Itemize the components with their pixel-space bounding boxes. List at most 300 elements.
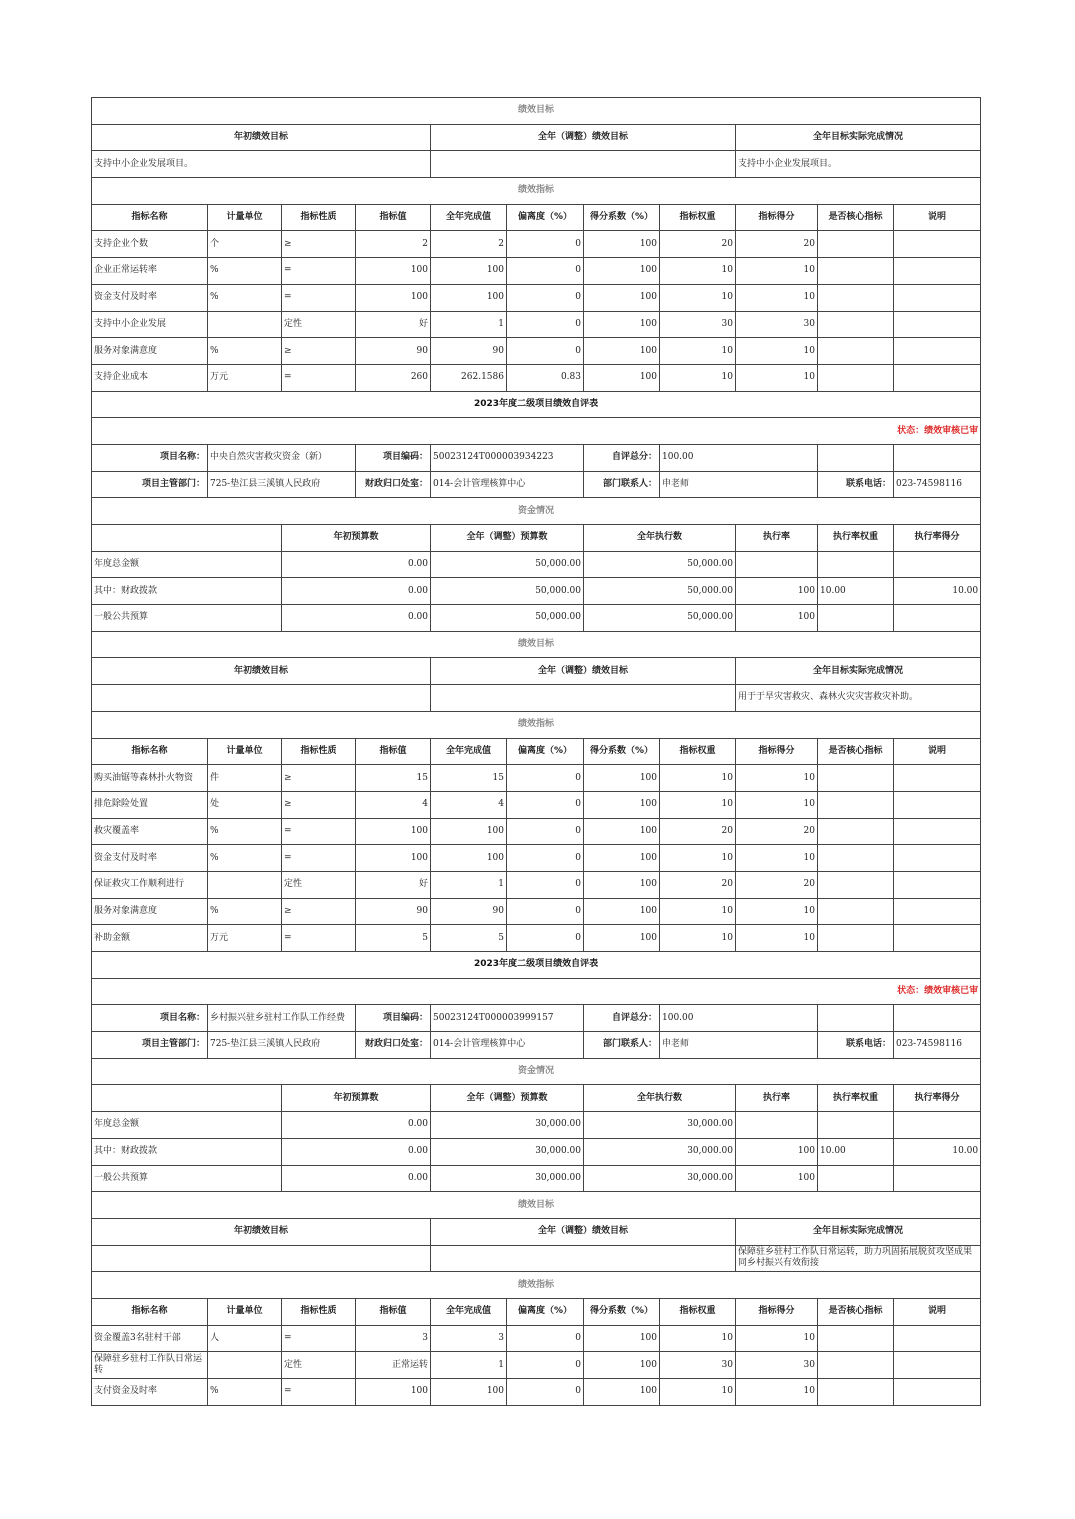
funds-header-row [92,525,981,552]
indicator-row [92,845,981,872]
indicator-cell: 0 [507,818,584,845]
fund-value [894,605,981,632]
column-header: 计量单位 [208,738,282,765]
indicator-cell: 1 [431,311,507,338]
project-name: 乡村振兴驻乡驻村工作队工作经费 [208,1005,356,1032]
phone: 023-74598116 [894,1032,981,1059]
indicator-cell [818,818,894,845]
column-header: 是否核心指标 [818,204,894,231]
indicator-cell [818,898,894,925]
indicator-cell: 1 [431,1352,507,1379]
fund-value: 0.00 [282,605,431,632]
column-header: 指标得分 [736,1298,818,1325]
indicator-cell: 100 [584,258,660,285]
indicator-row [92,1379,981,1406]
indicator-cell [818,284,894,311]
indicator-cell: 万元 [208,364,282,391]
indicator-cell: 15 [356,765,431,792]
column-header: 指标性质 [282,1298,356,1325]
fund-value: 50,000.00 [584,551,736,578]
column-header: 偏离度（%） [507,738,584,765]
goal-header: 年初绩效目标 [92,1218,431,1245]
column-header: 是否核心指标 [818,738,894,765]
indicator-row [92,258,981,285]
indicator-cell: 0 [507,231,584,258]
indicator-cell: 100 [584,1379,660,1406]
indicator-cell: 3 [431,1325,507,1352]
indicator-cell: 10 [660,258,736,285]
indicator-cell: 30 [736,311,818,338]
indicator-cell: 10 [660,1379,736,1406]
project-info-row [92,444,981,471]
indicator-cell: 保证救灾工作顺利进行 [92,871,208,898]
indicator-cell: % [208,898,282,925]
column-header: 全年完成值 [431,1298,507,1325]
indicator-cell [818,845,894,872]
indicator-cell: 资金支付及时率 [92,284,208,311]
indicator-row [92,364,981,391]
indicator-cell: = [282,1325,356,1352]
empty-cell [894,1005,981,1032]
fund-value: 0.00 [282,1138,431,1165]
indicator-cell [818,1325,894,1352]
indicator-cell: 30 [660,311,736,338]
empty-cell [92,525,282,552]
project-code-label: 项目编码： [356,444,431,471]
goals-section-title [92,98,981,125]
indicator-cell [818,231,894,258]
indicator-cell: 定性 [282,1352,356,1379]
fund-header: 执行率得分 [894,525,981,552]
column-header: 得分系数（%） [584,1298,660,1325]
indicator-cell: 救灾覆盖率 [92,818,208,845]
fund-value [736,1112,818,1139]
indicator-row [92,311,981,338]
indicator-cell: 10 [736,765,818,792]
indicator-cell: 0 [507,1325,584,1352]
indicator-cell: 0 [507,791,584,818]
indicator-cell: 10 [660,1325,736,1352]
indicator-cell [894,845,981,872]
column-header: 说明 [894,1298,981,1325]
contact: 申老师 [660,471,818,498]
indicator-cell [894,338,981,365]
goal-actual: 用于于旱灾害救灾、森林火灾灾害救灾补助。 [736,685,981,712]
column-header: 全年完成值 [431,204,507,231]
score-label: 自评总分： [584,1005,660,1032]
fund-header: 执行率 [736,525,818,552]
indicator-cell: 100 [584,284,660,311]
indicator-cell: 服务对象满意度 [92,338,208,365]
section-title: 绩效目标 [92,1192,981,1219]
fund-value: 30,000.00 [431,1138,584,1165]
indicator-cell: 0 [507,845,584,872]
column-header: 全年完成值 [431,738,507,765]
department: 725-垫江县三溪镇人民政府 [208,1032,356,1059]
indicator-row [92,338,981,365]
fund-label: 一般公共预算 [92,605,282,632]
fund-value: 0.00 [282,1112,431,1139]
status-text: 状态：绩效审核已审 [92,418,981,445]
indicator-cell: 人 [208,1325,282,1352]
indicator-cell: % [208,845,282,872]
indicator-cell: 20 [660,871,736,898]
indicator-cell: 10 [736,1379,818,1406]
indicator-cell: 补助金额 [92,925,208,952]
column-header: 指标性质 [282,738,356,765]
indicator-cell: 支持企业个数 [92,231,208,258]
fund-value: 10.00 [894,1138,981,1165]
funds-section-title [92,1058,981,1085]
indicator-cell: 0 [507,1352,584,1379]
indicator-cell: = [282,925,356,952]
fund-value [818,605,894,632]
indicator-cell: 0 [507,871,584,898]
indicator-cell: 20 [736,818,818,845]
project-name-label: 项目名称： [92,1005,208,1032]
indicator-row [92,1352,981,1379]
column-header: 指标值 [356,1298,431,1325]
fund-row [92,1165,981,1192]
fund-row [92,578,981,605]
fund-header: 全年执行数 [584,1085,736,1112]
contact: 申老师 [660,1032,818,1059]
indicator-cell: ≥ [282,338,356,365]
indicator-cell: 100 [356,1379,431,1406]
fund-label: 年度总金额 [92,551,282,578]
indicator-row [92,818,981,845]
department: 725-垫江县三溪镇人民政府 [208,471,356,498]
column-header: 指标性质 [282,204,356,231]
score-value: 100.00 [660,1005,818,1032]
indicator-cell: 100 [431,258,507,285]
goal-adjusted [431,151,736,178]
column-header: 指标名称 [92,204,208,231]
funds-header-row [92,1085,981,1112]
fund-value: 0.00 [282,1165,431,1192]
indicator-cell [818,925,894,952]
column-header: 计量单位 [208,1298,282,1325]
indicator-cell: 90 [356,338,431,365]
fund-value [894,551,981,578]
fund-row [92,1138,981,1165]
indicator-cell: = [282,1379,356,1406]
indicator-cell [894,791,981,818]
indicator-cell: 100 [584,231,660,258]
fund-header: 全年（调整）预算数 [431,525,584,552]
indicator-cell [818,1352,894,1379]
indicator-cell: 10 [736,898,818,925]
fund-header: 执行率 [736,1085,818,1112]
goal-header: 全年（调整）绩效目标 [431,658,736,685]
fund-value: 30,000.00 [584,1165,736,1192]
fund-value [818,1112,894,1139]
indicator-cell [894,1352,981,1379]
goals-header-row [92,658,981,685]
column-header: 偏离度（%） [507,204,584,231]
indicator-cell: 100 [584,925,660,952]
indicator-cell: 0 [507,338,584,365]
indicator-cell: 20 [736,231,818,258]
indicator-cell [818,364,894,391]
column-header: 指标得分 [736,204,818,231]
form-title: 2023年度二级项目绩效自评表 [92,391,981,418]
goal-initial [92,1245,431,1272]
indicator-cell: % [208,284,282,311]
fund-label: 其中：财政拨款 [92,1138,282,1165]
department-info-row [92,471,981,498]
indicator-cell: 100 [584,1352,660,1379]
fund-value: 50,000.00 [431,578,584,605]
indicator-cell: 30 [660,1352,736,1379]
fund-value: 50,000.00 [584,605,736,632]
fund-value: 30,000.00 [584,1112,736,1139]
goals-header-row [92,1218,981,1245]
indicator-cell: 定性 [282,311,356,338]
empty-cell [818,444,894,471]
goal-adjusted [431,1245,736,1272]
indicator-cell: 好 [356,311,431,338]
indicator-cell: 3 [356,1325,431,1352]
fund-header: 执行率权重 [818,1085,894,1112]
indicator-cell: 5 [356,925,431,952]
indicator-cell: 10 [660,338,736,365]
fund-value [894,1112,981,1139]
goal-header: 全年（调整）绩效目标 [431,1218,736,1245]
indicator-cell: 10 [660,765,736,792]
fund-value: 10.00 [894,578,981,605]
indicator-cell [894,311,981,338]
project-code: 50023124T000003934223 [431,444,584,471]
indicator-cell [894,1325,981,1352]
indicator-row [92,925,981,952]
fund-value: 100 [736,1138,818,1165]
status-row [92,978,981,1005]
fund-row [92,605,981,632]
empty-cell [894,444,981,471]
indicator-cell [894,231,981,258]
indicator-cell: 100 [584,791,660,818]
fund-value: 0.00 [282,551,431,578]
fund-value: 30,000.00 [431,1112,584,1139]
office-label: 财政归口处室： [356,1032,431,1059]
section-title: 绩效目标 [92,631,981,658]
fund-row [92,551,981,578]
goal-initial [92,685,431,712]
indicator-cell: 100 [356,284,431,311]
indicator-cell: 排危除险处置 [92,791,208,818]
indicator-cell: 100 [431,845,507,872]
indicator-cell: 10 [736,1325,818,1352]
score-label: 自评总分： [584,444,660,471]
section-title: 绩效目标 [92,98,981,125]
project-code-label: 项目编码： [356,1005,431,1032]
project-name-label: 项目名称： [92,444,208,471]
column-header: 指标得分 [736,738,818,765]
indicator-cell: 10 [660,898,736,925]
indicators-section-title [92,711,981,738]
indicator-cell: 100 [356,818,431,845]
indicator-cell: 2 [431,231,507,258]
column-header: 说明 [894,204,981,231]
phone-label: 联系电话： [818,1032,894,1059]
indicator-cell: 0.83 [507,364,584,391]
fund-value [736,551,818,578]
office: 014-会计管理核算中心 [431,1032,584,1059]
indicator-cell [818,1379,894,1406]
indicator-cell: 262.1586 [431,364,507,391]
fund-value [818,551,894,578]
goal-actual: 保障驻乡驻村工作队日常运转，助力巩固拓展脱贫攻坚成果同乡村振兴有效衔接 [736,1245,981,1272]
indicator-cell [894,925,981,952]
indicator-cell: 0 [507,898,584,925]
indicator-cell: 100 [431,818,507,845]
project-name: 中央自然灾害救灾资金（新） [208,444,356,471]
indicator-cell: 0 [507,258,584,285]
indicator-cell: 30 [736,1352,818,1379]
indicator-cell: 5 [431,925,507,952]
indicator-cell [894,818,981,845]
column-header: 得分系数（%） [584,738,660,765]
phone: 023-74598116 [894,471,981,498]
fund-label: 一般公共预算 [92,1165,282,1192]
indicator-cell: = [282,845,356,872]
indicator-cell: 支付资金及时率 [92,1379,208,1406]
indicator-cell: 20 [736,871,818,898]
indicator-cell: 定性 [282,871,356,898]
indicator-cell: 100 [584,871,660,898]
fund-value: 50,000.00 [431,605,584,632]
fund-value [818,1165,894,1192]
indicator-cell [818,791,894,818]
goals-section-title [92,1192,981,1219]
indicator-cell: 购买油锯等森林扑火物资 [92,765,208,792]
indicator-cell: 10 [660,925,736,952]
column-header: 偏离度（%） [507,1298,584,1325]
indicator-cell: 10 [736,925,818,952]
indicator-cell: 支持中小企业发展 [92,311,208,338]
column-header: 指标权重 [660,204,736,231]
goals-content-row [92,1245,981,1272]
status-text: 状态：绩效审核已审 [92,978,981,1005]
column-header: 计量单位 [208,204,282,231]
fund-header: 执行率得分 [894,1085,981,1112]
section-title: 资金情况 [92,498,981,525]
indicator-row [92,1325,981,1352]
indicator-cell: 处 [208,791,282,818]
fund-value: 100 [736,578,818,605]
goal-header: 全年目标实际完成情况 [736,658,981,685]
funds-section-title [92,498,981,525]
section-title: 绩效指标 [92,178,981,205]
goal-header: 全年目标实际完成情况 [736,124,981,151]
indicator-cell [894,871,981,898]
column-header: 指标名称 [92,738,208,765]
indicator-row [92,871,981,898]
goals-content-row [92,151,981,178]
column-header: 指标权重 [660,1298,736,1325]
indicator-cell: 企业正常运转率 [92,258,208,285]
indicator-cell: 万元 [208,925,282,952]
indicator-cell: 10 [736,258,818,285]
indicator-cell [818,765,894,792]
fund-header: 执行率权重 [818,525,894,552]
goal-header: 年初绩效目标 [92,124,431,151]
project-info-row [92,1005,981,1032]
column-header: 指标值 [356,738,431,765]
indicator-cell: 件 [208,765,282,792]
fund-value: 10.00 [818,1138,894,1165]
indicator-row [92,765,981,792]
fund-value: 100 [736,1165,818,1192]
fund-value: 10.00 [818,578,894,605]
indicator-cell: 好 [356,871,431,898]
indicator-cell: 0 [507,765,584,792]
indicator-cell: 10 [736,845,818,872]
section-title: 绩效指标 [92,711,981,738]
indicator-cell: 10 [736,364,818,391]
indicator-cell: ≥ [282,231,356,258]
indicator-cell [894,898,981,925]
indicator-cell: % [208,338,282,365]
section-title: 绩效指标 [92,1272,981,1299]
indicator-cell [818,311,894,338]
indicator-cell: 0 [507,1379,584,1406]
indicator-cell: 0 [507,925,584,952]
indicator-cell: 1 [431,871,507,898]
indicator-cell: 100 [584,845,660,872]
indicator-cell: 0 [507,284,584,311]
goals-section-title [92,631,981,658]
goals-header-row [92,124,981,151]
score-value: 100.00 [660,444,818,471]
indicator-cell: 20 [660,818,736,845]
department-info-row [92,1032,981,1059]
indicator-cell: % [208,818,282,845]
indicator-cell: 10 [660,284,736,311]
indicator-cell [818,338,894,365]
indicators-header-row [92,204,981,231]
indicators-header-row [92,738,981,765]
goals-content-row [92,685,981,712]
indicator-cell: 资金覆盖3名驻村干部 [92,1325,208,1352]
fund-value: 30,000.00 [431,1165,584,1192]
indicator-cell: 支持企业成本 [92,364,208,391]
indicator-cell: % [208,258,282,285]
indicator-cell: 100 [584,364,660,391]
office-label: 财政归口处室： [356,471,431,498]
fund-value: 0.00 [282,578,431,605]
form-title-row [92,391,981,418]
column-header: 指标权重 [660,738,736,765]
indicator-cell: 100 [356,845,431,872]
indicator-cell: 正常运转 [356,1352,431,1379]
indicator-cell: 260 [356,364,431,391]
goal-header: 全年目标实际完成情况 [736,1218,981,1245]
indicator-cell [208,1352,282,1379]
indicator-cell: 20 [660,231,736,258]
indicator-cell: 2 [356,231,431,258]
indicator-cell: 10 [736,338,818,365]
department-label: 项目主管部门： [92,1032,208,1059]
indicator-cell: 100 [584,311,660,338]
indicator-cell: 服务对象满意度 [92,898,208,925]
indicator-cell: 个 [208,231,282,258]
section-title: 资金情况 [92,1058,981,1085]
empty-cell [92,1085,282,1112]
column-header: 指标名称 [92,1298,208,1325]
contact-label: 部门联系人： [584,1032,660,1059]
